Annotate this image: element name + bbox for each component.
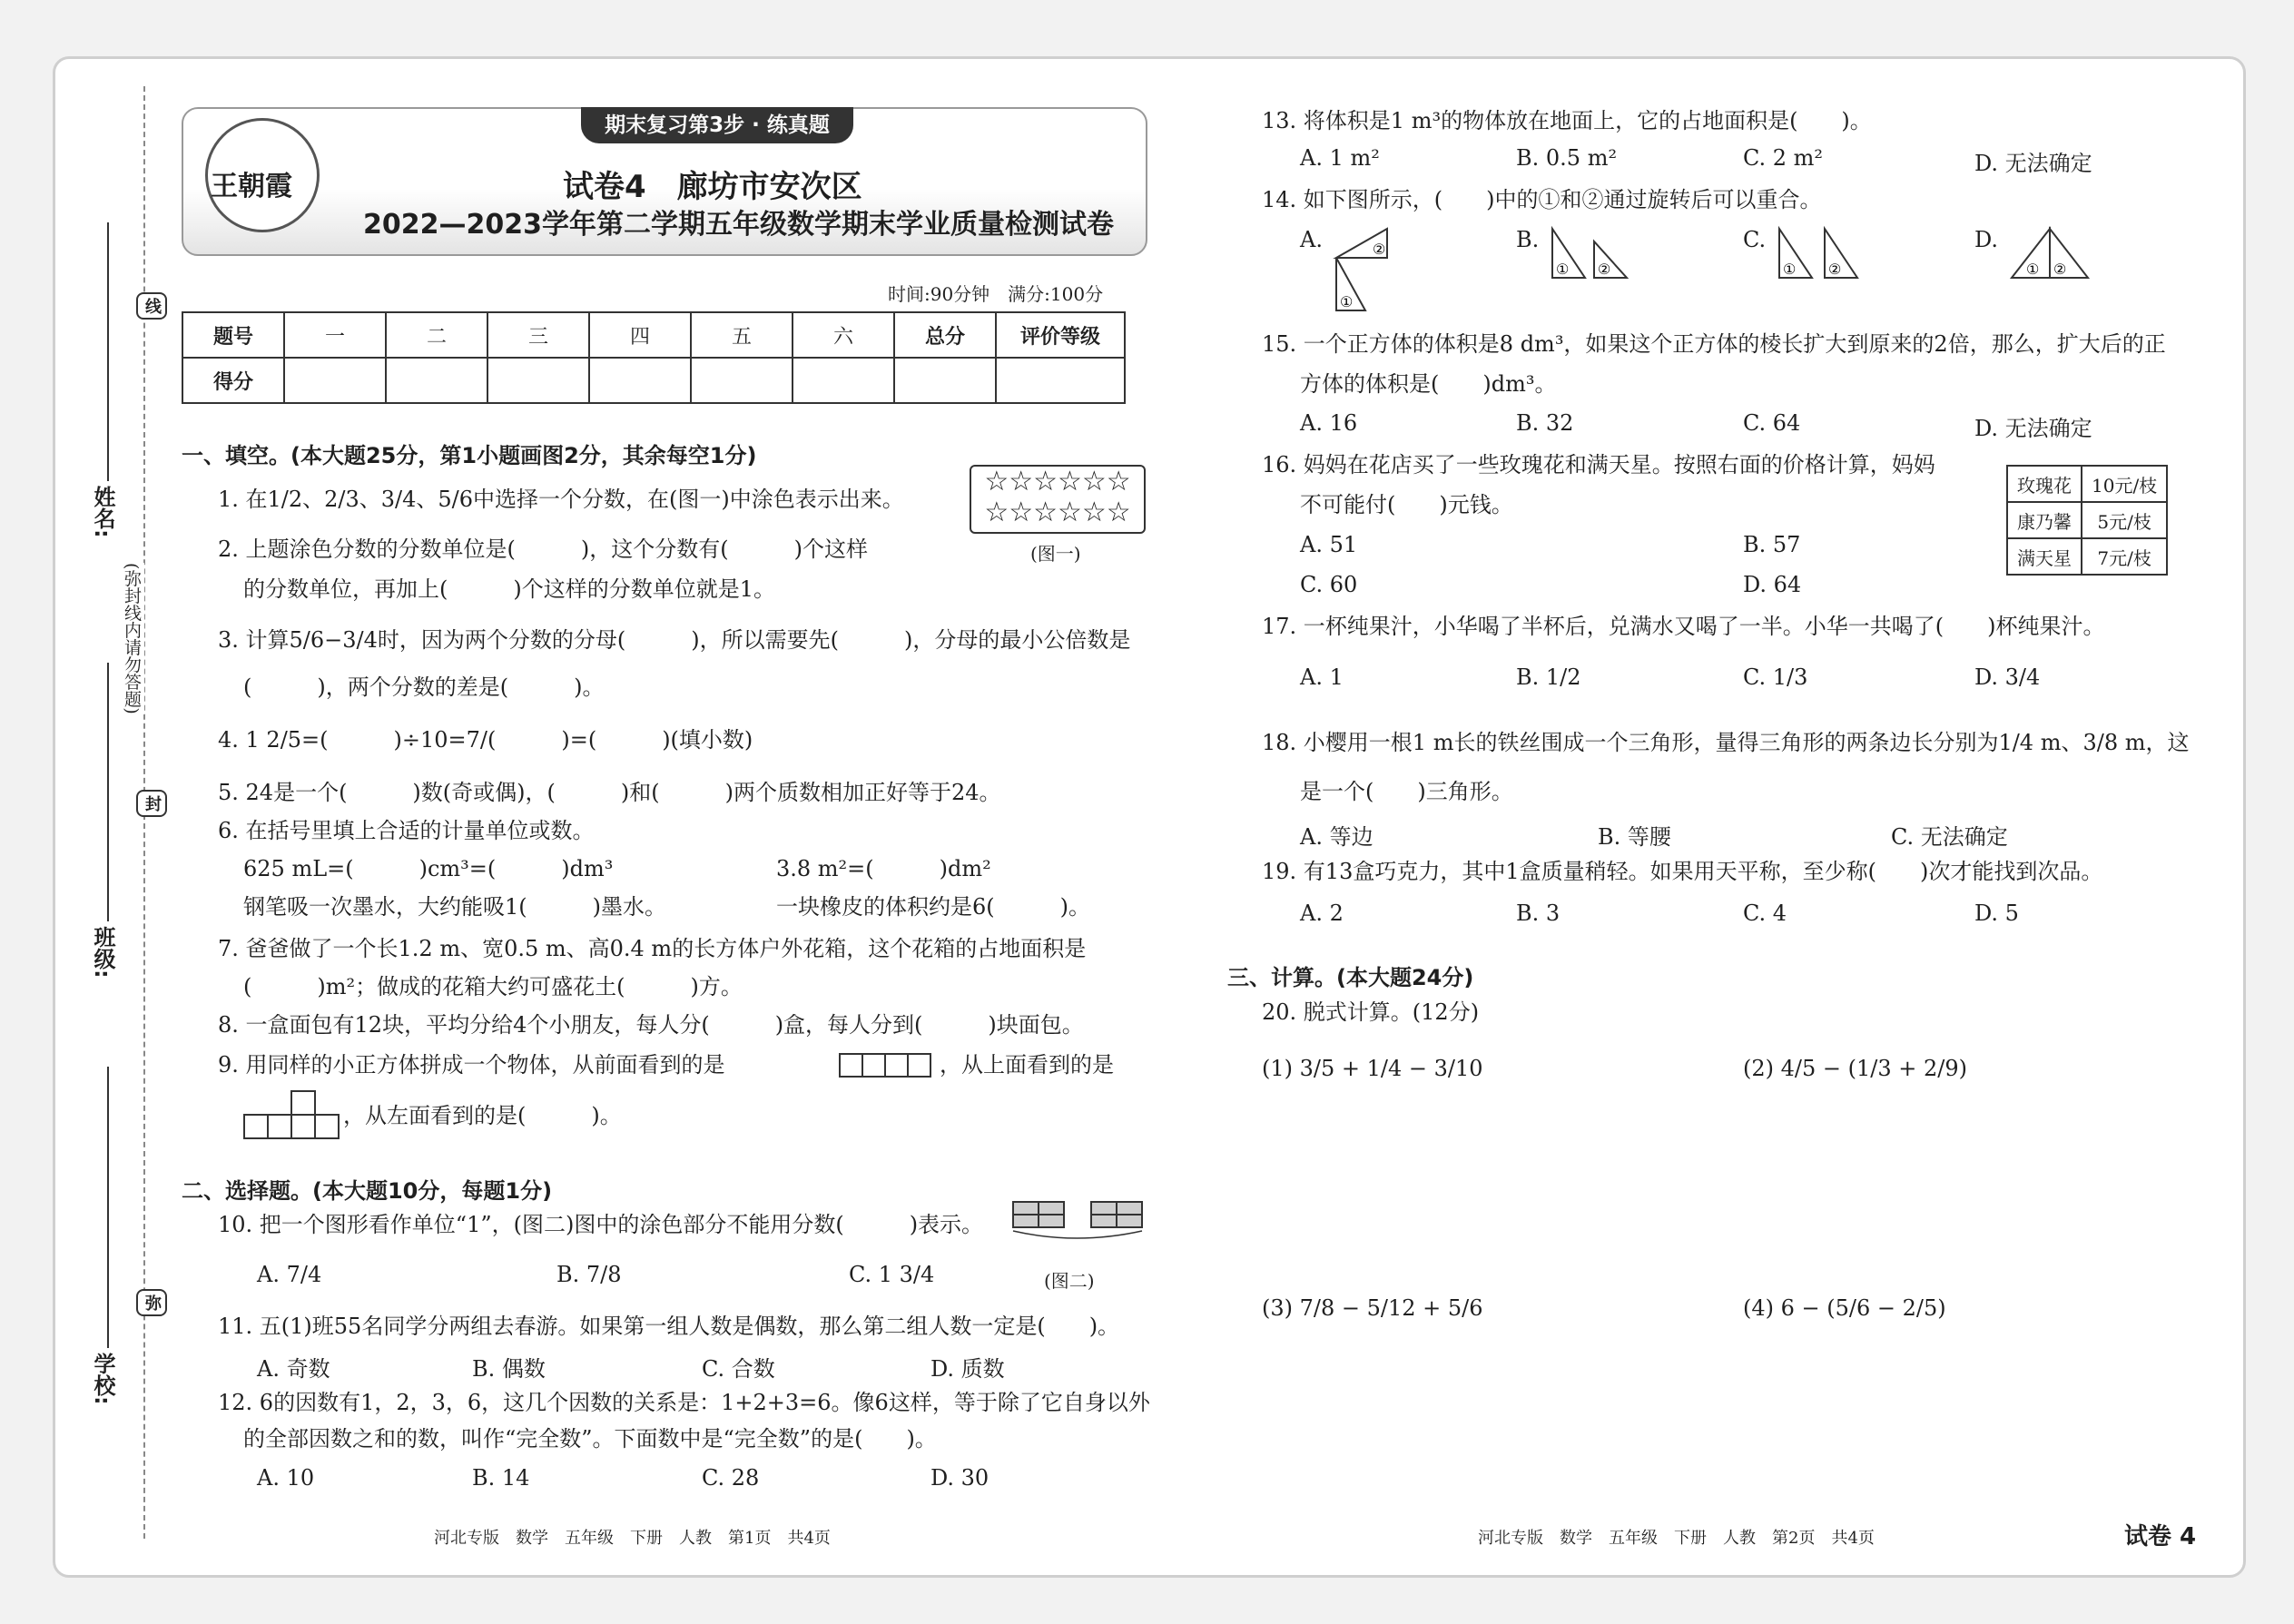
price-value: 7元/枝	[2082, 538, 2167, 575]
question-19: 19. 有13盒巧克力，其中1盒质量稍轻。如果用天平称，至少称( )次才能找到次品。	[1262, 859, 2103, 884]
svg-text:①: ①	[1556, 261, 1570, 278]
score-head-0: 题号	[182, 312, 284, 358]
exam-title: 试卷4 廊坊市安次区	[563, 169, 862, 205]
q17-option-d[interactable]: D. 3/4	[1974, 664, 2041, 690]
q17-option-b[interactable]: B. 1/2	[1516, 664, 1581, 690]
seal-warning: (弥封线内请勿答题)	[120, 563, 144, 714]
q10-option-a[interactable]: A. 7/4	[257, 1262, 322, 1287]
calc-expression-3: (3) 7/8 − 5/12 + 5/6	[1262, 1295, 1483, 1321]
svg-text:①: ①	[1783, 261, 1797, 278]
question-3a: 3. 计算5/6−3/4时，因为两个分数的分母( )，所以需要先( )，分母的最小公倍数是	[218, 627, 1131, 653]
q11-option-d[interactable]: D. 质数	[930, 1356, 1005, 1382]
question-8: 8. 一盒面包有12块，平均分给4个小朋友，每人分( )盒，每人分到( )块面包。	[218, 1012, 1084, 1038]
question-10: 10. 把一个图形看作单位“1”，(图二)图中的涂色部分不能用分数( )表示。	[218, 1212, 984, 1237]
front-view-figure	[839, 1053, 933, 1078]
q14-option-d[interactable]: D.	[1974, 227, 1999, 252]
q19-option-d[interactable]: D. 5	[1974, 901, 2019, 926]
q18-option-c[interactable]: C. 无法确定	[1891, 824, 2008, 850]
score-cell[interactable]	[487, 358, 589, 403]
q12-option-b[interactable]: B. 14	[472, 1465, 530, 1491]
seal-mark-xian: 线	[136, 292, 167, 320]
question-5: 5. 24是一个( )数(奇或偶)，( )和( )两个质数相加正好等于24。	[218, 780, 1001, 805]
score-row-label: 得分	[182, 358, 284, 403]
q15-option-b[interactable]: B. 32	[1516, 410, 1574, 436]
price-item: 玫瑰花	[2007, 466, 2082, 502]
question-18a: 18. 小樱用一根1 m长的铁丝围成一个三角形，量得三角形的两条边长分别为1/4 m、3/8 m，这	[1262, 730, 2190, 755]
svg-text:①: ①	[1340, 293, 1354, 310]
question-6: 6. 在括号里填上合适的计量单位或数。	[218, 818, 595, 843]
question-9c: ，从左面看到的是( )。	[343, 1103, 622, 1128]
q14-figure-c	[1776, 225, 1866, 283]
q18-option-b[interactable]: B. 等腰	[1598, 824, 1671, 850]
q12-option-c[interactable]: C. 28	[702, 1465, 760, 1491]
q14-figure-b	[1549, 225, 1639, 283]
seal-mark-feng: 封	[136, 790, 167, 817]
q11-option-c[interactable]: C. 合数	[702, 1356, 775, 1382]
q16-option-a[interactable]: A. 51	[1300, 532, 1358, 557]
score-head-grade: 评价等级	[996, 312, 1125, 358]
q17-option-c[interactable]: C. 1/3	[1743, 664, 1808, 690]
score-cell[interactable]	[793, 358, 894, 403]
question-2b: 的分数单位，再加上( )个这样的分数单位就是1。	[243, 576, 775, 602]
svg-text:②: ②	[1598, 261, 1611, 278]
question-15a: 15. 一个正方体的体积是8 dm³，如果这个正方体的棱长扩大到原来的2倍，那么，扩大后的正	[1262, 331, 2166, 357]
q10-option-b[interactable]: B. 7/8	[556, 1262, 622, 1287]
class-label: 班级:	[90, 926, 115, 979]
q16-option-d[interactable]: D. 64	[1743, 572, 1802, 597]
section3-title: 三、计算。(本大题24分)	[1227, 965, 1474, 990]
question-16b: 不可能付( )元钱。	[1300, 492, 1513, 517]
q14-figure-a	[1333, 225, 1398, 316]
school-label: 学校:	[90, 1353, 115, 1405]
price-item: 满天星	[2007, 538, 2082, 575]
score-table	[182, 311, 1126, 404]
question-16a: 16. 妈妈在花店买了一些玫瑰花和满天星。按照右面的价格计算，妈妈	[1262, 452, 1935, 477]
q19-option-a[interactable]: A. 2	[1300, 901, 1344, 926]
q15-option-d[interactable]: D. 无法确定	[1974, 416, 2092, 441]
q14-option-a[interactable]: A.	[1300, 227, 1323, 252]
question-20: 20. 脱式计算。(12分)	[1262, 999, 1480, 1025]
school-field[interactable]	[107, 1067, 109, 1348]
q17-option-a[interactable]: A. 1	[1300, 664, 1344, 690]
q13-option-d[interactable]: D. 无法确定	[1974, 151, 2092, 176]
price-table	[2006, 465, 2168, 576]
q14-figure-d	[2008, 225, 2099, 283]
q12-option-a[interactable]: A. 10	[257, 1465, 315, 1491]
score-head-2: 二	[386, 312, 487, 358]
q18-option-a[interactable]: A. 等边	[1300, 824, 1373, 850]
svg-text:②: ②	[2053, 261, 2067, 278]
question-15b: 方体的体积是( )dm³。	[1300, 371, 1557, 397]
svg-text:②: ②	[1828, 261, 1842, 278]
header-ribbon: 期末复习第3步 · 练真题	[581, 107, 853, 143]
q14-option-b[interactable]: B.	[1516, 227, 1540, 252]
price-value: 5元/枝	[2082, 502, 2167, 538]
q16-option-b[interactable]: B. 57	[1743, 532, 1801, 557]
q19-option-b[interactable]: B. 3	[1516, 901, 1561, 926]
question-4: 4. 1 2/5=( )÷10=7/( )=( )(填小数)	[218, 727, 753, 753]
question-6b: 3.8 m²=( )dm²	[776, 856, 991, 881]
question-6c: 钢笔吸一次墨水，大约能吸1( )墨水。	[243, 894, 666, 920]
name-field[interactable]	[107, 222, 109, 481]
score-head-total: 总分	[894, 312, 996, 358]
score-cell[interactable]	[284, 358, 386, 403]
question-12b: 的全部因数之和的数，叫作“完全数”。下面数中是“完全数”的是( )。	[243, 1426, 937, 1452]
question-9a: 9. 用同样的小正方体拼成一个物体，从前面看到的是	[218, 1052, 725, 1078]
footer-left: 河北专版 数学 五年级 下册 人教 第1页 共4页	[434, 1529, 831, 1548]
q16-option-c[interactable]: C. 60	[1300, 572, 1358, 597]
score-cell[interactable]	[996, 358, 1125, 403]
figure-2-caption: (图二)	[1044, 1270, 1095, 1292]
question-7a: 7. 爸爸做了一个长1.2 m、宽0.5 m、高0.4 m的长方体户外花箱，这个花箱的占地面积是	[218, 936, 1087, 961]
question-6d: 一块橡皮的体积约是6( )。	[776, 894, 1090, 920]
class-field[interactable]	[107, 663, 109, 921]
question-2a: 2. 上题涂色分数的分数单位是( )，这个分数有( )个这样	[218, 536, 868, 562]
q15-option-c[interactable]: C. 64	[1743, 410, 1801, 436]
calc-expression-2: (2) 4/5 − (1/3 + 2/9)	[1743, 1056, 1967, 1081]
section1-title: 一、填空。(本大题25分，第1小题画图2分，其余每空1分)	[182, 443, 757, 468]
svg-text:①: ①	[2026, 261, 2040, 278]
figure-1-caption: (图一)	[1030, 543, 1081, 565]
question-17: 17. 一杯纯果汁，小华喝了半杯后，兑满水又喝了一半。小华一共喝了( )杯纯果汁。	[1262, 614, 2105, 639]
q11-option-a[interactable]: A. 奇数	[257, 1356, 330, 1382]
star-figure: ☆☆☆☆☆☆ ☆☆☆☆☆☆	[970, 465, 1146, 534]
question-9b: ，从上面看到的是	[940, 1052, 1114, 1078]
calc-expression-1: (1) 3/5 + 1/4 − 3/10	[1262, 1056, 1483, 1081]
question-7b: ( )m²；做成的花箱大约可盛花土( )方。	[243, 974, 743, 999]
q13-option-b[interactable]: B. 0.5 m²	[1516, 145, 1618, 171]
price-item: 康乃馨	[2007, 502, 2082, 538]
q13-option-c[interactable]: C. 2 m²	[1743, 145, 1824, 171]
question-13: 13. 将体积是1 m³的物体放在地面上，它的占地面积是( )。	[1262, 108, 1872, 133]
score-head-3: 三	[487, 312, 589, 358]
price-value: 10元/枝	[2082, 466, 2167, 502]
q12-option-d[interactable]: D. 30	[930, 1465, 989, 1491]
time-info: 时间:90分钟 满分:100分	[888, 283, 1104, 305]
score-head-6: 六	[793, 312, 894, 358]
score-head-4: 四	[589, 312, 691, 358]
q14-option-c[interactable]: C.	[1743, 227, 1767, 252]
question-11: 11. 五(1)班55名同学分两组去春游。如果第一组人数是偶数，那么第二组人数一定是( )。	[218, 1314, 1120, 1339]
question-14: 14. 如下图所示，( )中的①和②通过旋转后可以重合。	[1262, 187, 1822, 212]
calc-expression-4: (4) 6 − (5/6 − 2/5)	[1743, 1295, 1946, 1321]
score-head-5: 五	[691, 312, 793, 358]
score-cell[interactable]	[894, 358, 996, 403]
seal-mark-mi: 弥	[136, 1289, 167, 1316]
score-cell[interactable]	[386, 358, 487, 403]
q13-option-a[interactable]: A. 1 m²	[1300, 145, 1380, 171]
q15-option-a[interactable]: A. 16	[1300, 410, 1358, 436]
question-3b: ( )，两个分数的差是( )。	[243, 674, 605, 700]
figure-2	[1011, 1200, 1147, 1245]
score-cell[interactable]	[589, 358, 691, 403]
question-12a: 12. 6的因数有1，2，3，6，这几个因数的关系是：1+2+3=6。像6这样，等于除了它自身以外	[218, 1390, 1150, 1415]
svg-text:②: ②	[1373, 241, 1386, 258]
logo-text: 王朝霞	[211, 171, 292, 202]
exam-subtitle: 2022—2023学年第二学期五年级数学期末学业质量检测试卷	[363, 209, 1114, 241]
footer-right: 河北专版 数学 五年级 下册 人教 第2页 共4页	[1478, 1529, 1875, 1548]
q19-option-c[interactable]: C. 4	[1743, 901, 1787, 926]
q11-option-b[interactable]: B. 偶数	[472, 1356, 546, 1382]
name-label: 姓名:	[90, 486, 115, 538]
top-view-figure	[241, 1089, 341, 1140]
question-18b: 是一个( )三角形。	[1300, 779, 1513, 804]
paper-badge: 试卷 4	[2124, 1523, 2197, 1550]
score-cell[interactable]	[691, 358, 793, 403]
score-head-1: 一	[284, 312, 386, 358]
section2-title: 二、选择题。(本大题10分，每题1分)	[182, 1178, 553, 1204]
question-1: 1. 在1/2、2/3、3/4、5/6中选择一个分数，在(图一)中涂色表示出来。	[218, 487, 904, 512]
question-6a: 625 mL=( )cm³=( )dm³	[243, 856, 614, 881]
q10-option-c[interactable]: C. 1 3/4	[849, 1262, 935, 1287]
